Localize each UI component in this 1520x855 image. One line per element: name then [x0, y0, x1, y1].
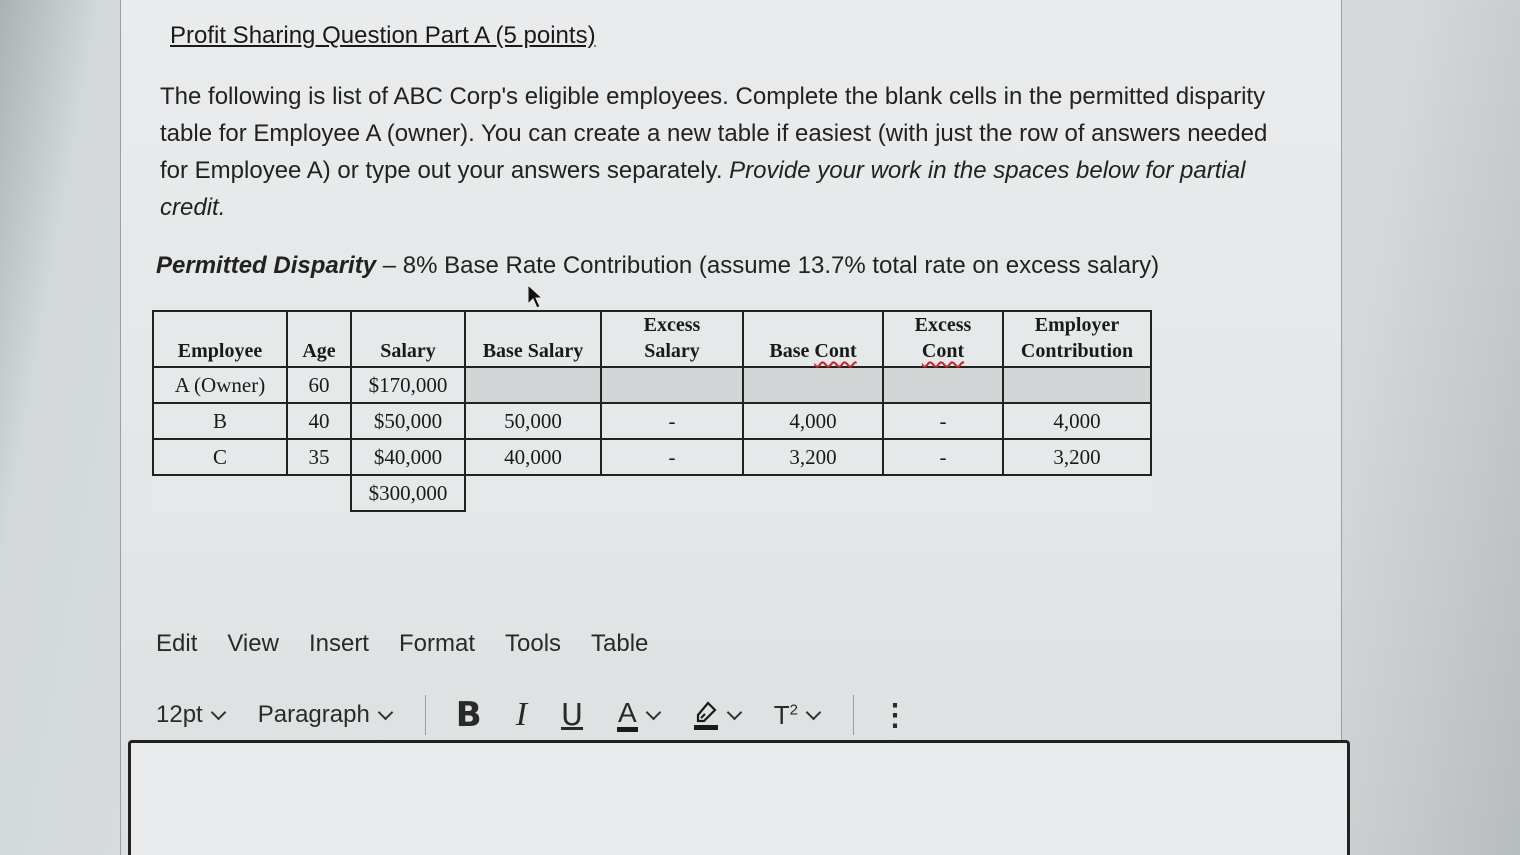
superscript-button[interactable] — [774, 700, 819, 731]
table-total-row — [153, 475, 1151, 511]
cell-age: 40 — [287, 403, 351, 439]
blank-cell-base-salary — [465, 367, 601, 403]
empty-cell — [883, 475, 1003, 511]
cell-excess-salary: - — [601, 439, 743, 475]
underline-button[interactable]: U — [561, 697, 584, 733]
toolbar-divider — [853, 695, 854, 735]
header-excess-salary — [601, 311, 743, 367]
font-size-value: 12pt — [156, 701, 203, 728]
question-instructions — [160, 78, 1270, 226]
mouse-pointer-icon — [526, 284, 544, 310]
superscript-exponent: 2 — [789, 700, 798, 718]
cell-base-cont: 3,200 — [743, 439, 883, 475]
header-base-cont-line2: Cont — [814, 340, 857, 362]
menu-view[interactable]: View — [227, 630, 279, 657]
permitted-disparity-table — [152, 310, 1152, 512]
blank-cell-base-cont — [743, 367, 883, 403]
cell-employer-contribution: 3,200 — [1003, 439, 1151, 475]
header-employee: Employee — [153, 311, 287, 367]
menu-table[interactable]: Table — [591, 630, 649, 657]
chevron-down-icon — [645, 704, 661, 720]
header-base-cont-line1: Base — [769, 340, 815, 362]
header-base-cont — [743, 311, 883, 367]
answer-editor-textarea[interactable] — [128, 740, 1350, 855]
header-excess-salary-line2: Salary — [644, 340, 700, 362]
permitted-disparity-text: – 8% Base Rate Contribution (assume 13.7% total rate on excess salary) — [376, 252, 1160, 279]
permitted-disparity-line — [156, 252, 1159, 280]
editor-menubar — [156, 630, 648, 658]
menu-format[interactable]: Format — [398, 630, 475, 657]
header-excess-cont-line1: Excess — [914, 314, 972, 336]
highlighter-icon — [693, 700, 719, 730]
header-excess-cont — [883, 311, 1003, 367]
cell-salary: $170,000 — [351, 367, 465, 403]
cell-employer-contribution: 4,000 — [1003, 403, 1151, 439]
cell-employee: C — [153, 439, 287, 475]
instructions-text: The following is list of ABC Corp's eligible employees. Complete the blank cells in the permitted disparity table for Employee A (owner). You can create a new table if easiest (with just the row of answers needed for Employee A) or type out your answers separately. — [160, 83, 1268, 184]
empty-cell — [743, 475, 883, 511]
cell-total-salary: $300,000 — [351, 475, 465, 511]
table-row — [153, 367, 1151, 403]
cell-age: 60 — [287, 367, 351, 403]
bold-button[interactable]: B — [455, 695, 482, 735]
cell-base-cont: 4,000 — [743, 403, 883, 439]
italic-button[interactable]: I — [515, 696, 528, 733]
more-vertical-icon[interactable]: ⋮ — [879, 698, 910, 732]
header-employer-contribution — [1003, 311, 1151, 367]
blank-cell-excess-cont — [883, 367, 1003, 403]
cell-employee: A (Owner) — [153, 367, 287, 403]
block-format-value: Paragraph — [257, 701, 370, 728]
header-salary: Salary — [351, 311, 465, 367]
highlight-color-button[interactable] — [693, 700, 740, 730]
text-color-icon: A — [617, 699, 638, 732]
cell-base-salary: 40,000 — [465, 439, 601, 475]
header-excess-cont-line2: Cont — [921, 340, 965, 362]
header-excess-salary-line1: Excess — [643, 314, 701, 336]
blank-cell-employer-contribution — [1003, 367, 1151, 403]
header-employer-contribution-line1: Employer — [1034, 314, 1120, 336]
header-employer-contribution-line2: Contribution — [1020, 340, 1134, 362]
chevron-down-icon — [806, 704, 822, 720]
table-row — [153, 439, 1151, 475]
table-row — [153, 403, 1151, 439]
cell-excess-salary: - — [601, 403, 743, 439]
permitted-disparity-label: Permitted Disparity — [156, 252, 377, 279]
superscript-label: T — [773, 699, 790, 730]
blank-cell-excess-salary — [601, 367, 743, 403]
text-color-button[interactable] — [617, 696, 659, 732]
block-format-select[interactable] — [258, 701, 391, 729]
menu-tools[interactable]: Tools — [505, 630, 562, 657]
superscript-icon — [774, 700, 798, 731]
header-age: Age — [287, 311, 351, 367]
cell-excess-cont: - — [883, 439, 1003, 475]
cell-salary: $40,000 — [351, 439, 465, 475]
table-header-row — [153, 311, 1151, 367]
empty-cell — [153, 475, 287, 511]
empty-cell — [465, 475, 601, 511]
question-title: Profit Sharing Question Part A (5 points) — [170, 22, 596, 49]
cell-employee: B — [153, 403, 287, 439]
menu-edit[interactable]: Edit — [156, 630, 198, 657]
chevron-down-icon — [378, 704, 394, 720]
empty-cell — [601, 475, 743, 511]
chevron-down-icon — [726, 704, 742, 720]
menu-insert[interactable]: Insert — [308, 630, 369, 657]
editor-toolbar — [156, 690, 944, 740]
header-base-salary: Base Salary — [465, 311, 601, 367]
toolbar-divider — [425, 695, 426, 735]
cell-base-salary: 50,000 — [465, 403, 601, 439]
chevron-down-icon — [210, 704, 226, 720]
cell-salary: $50,000 — [351, 403, 465, 439]
empty-cell — [1003, 475, 1151, 511]
font-size-select[interactable] — [156, 701, 224, 729]
cell-excess-cont: - — [883, 403, 1003, 439]
empty-cell — [287, 475, 351, 511]
instructions-italic: Provide your work in the spaces below for partial credit. — [160, 157, 1246, 221]
cell-age: 35 — [287, 439, 351, 475]
